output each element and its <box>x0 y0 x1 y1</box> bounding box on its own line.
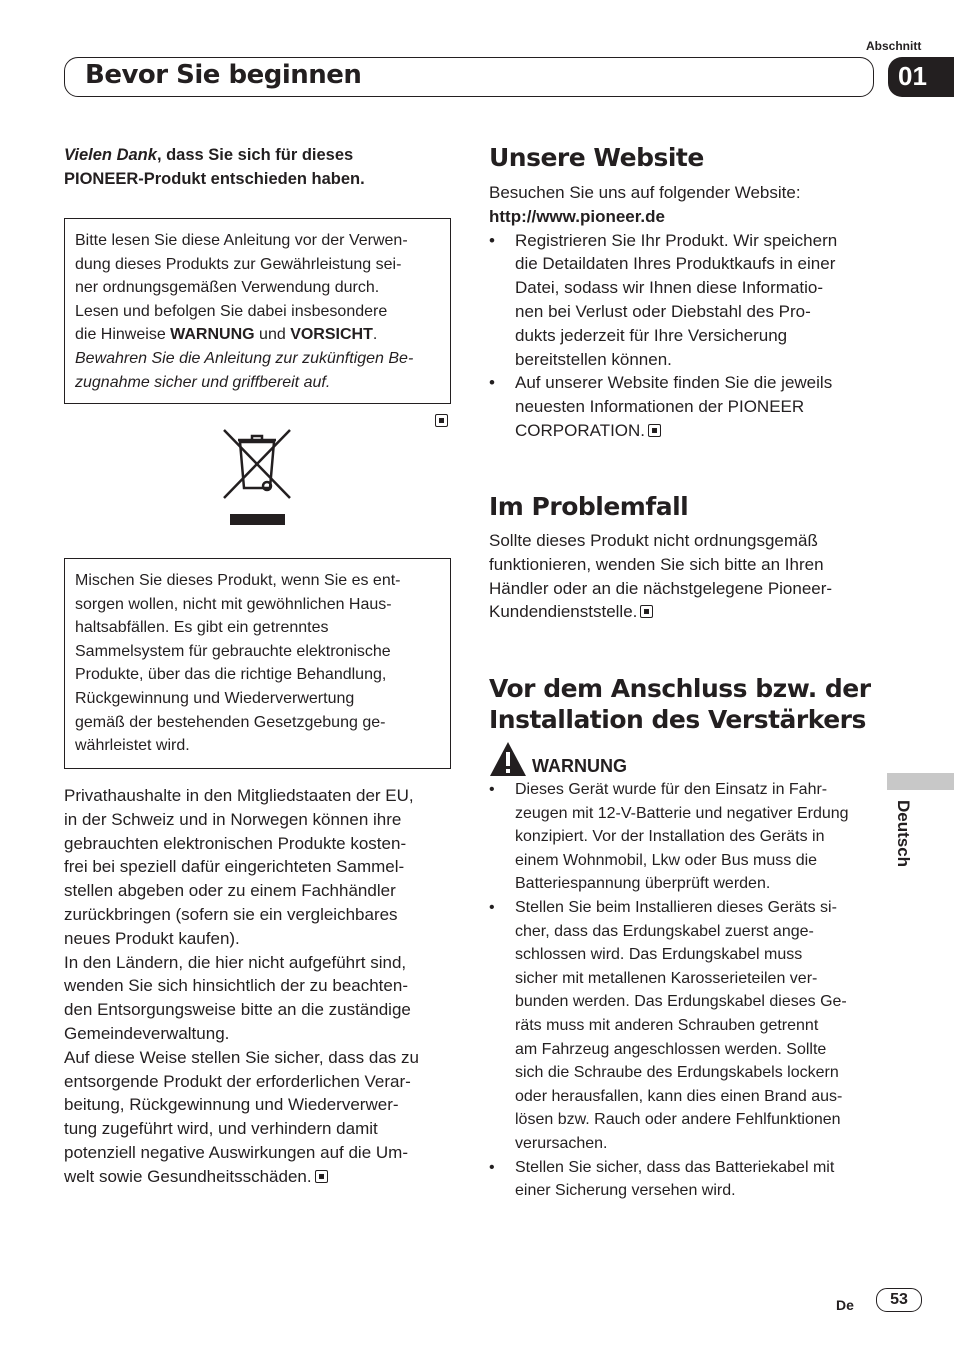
text-line: Händler oder an die nächstgelegene Pioneer- <box>489 578 833 598</box>
caution-term: VORSICHT <box>290 326 373 344</box>
note-text: . <box>372 326 378 344</box>
text-line: Mischen Sie dieses Produkt, wenn Sie es ent- <box>75 572 401 589</box>
text-line: Lesen und befolgen Sie dabei insbesondere <box>75 302 388 320</box>
language-tab-label: Deutsch <box>894 800 913 868</box>
text-line: welt sowie Gesundheitsschäden. <box>64 1165 419 1189</box>
text-line: Datei, sodass wir Ihnen diese Informatio- <box>515 278 824 298</box>
text-line: am Fahrzeug angeschlossen werden. Sollte <box>515 1040 827 1058</box>
chapter-number: 01 <box>898 61 927 91</box>
footer-lang-code: De <box>836 1297 854 1313</box>
text-line: haltsabfällen. Es gibt ein getrenntes <box>75 619 329 637</box>
text-line: einem Wohnmobil, Lkw oder Bus muss die <box>515 851 818 869</box>
disposal-note-box <box>64 558 451 769</box>
text-line: funktionieren, wenden Sie sich bitte an Ihren <box>489 554 824 574</box>
bullet-item <box>489 371 837 442</box>
text-line: einer Sicherung versehen wird. <box>515 1182 736 1200</box>
text-line: beitung, Rückgewinnung und Wiederverwer- <box>64 1095 399 1115</box>
weee-crossed-bin-icon <box>222 428 294 528</box>
text-line: den Entsorgungsweise bitte an die zuständige <box>64 1000 411 1020</box>
text-line: zugnahme sicher und griffbereit auf. <box>75 373 331 391</box>
text-line: Batteriespannung überprüft werden. <box>515 875 771 893</box>
note-text: und <box>254 326 291 344</box>
text-line: Sammelsystem für gebrauchte elektronische <box>75 642 391 660</box>
end-mark-icon <box>315 1170 328 1183</box>
text-line: entsorgende Produkt der erforderlichen Verar- <box>64 1071 411 1091</box>
text-line: die Detaildaten Ihres Produktkaufs in einer <box>515 254 836 274</box>
website-section <box>489 181 837 443</box>
text-line: wenden Sie sich hinsichtlich der zu beachten- <box>64 976 408 996</box>
text-line: Produkte, über das die richtige Behandlung, <box>75 666 387 684</box>
disposal-note-text <box>75 569 401 758</box>
text-line: sicher mit metallenen Karosserieteilen ver- <box>515 969 818 987</box>
text-line: konzipiert. Vor der Installation des Geräts in <box>515 828 825 846</box>
bullet-item <box>489 778 849 896</box>
warning-term: WARNUNG <box>170 326 255 344</box>
text-line: • Stellen Sie sicher, dass das Batteriekabel mit <box>515 1158 835 1176</box>
text-line: bereitstellen können. <box>515 349 672 369</box>
text-line: verursachen. <box>515 1134 608 1152</box>
text-line: Privathaushalte in den Mitgliedstaaten der EU, <box>64 786 414 805</box>
warning-label: WARNUNG <box>532 756 627 776</box>
text-line: gemäß der bestehenden Gesetzgebung ge- <box>75 713 386 731</box>
instruction-note-box <box>64 218 451 404</box>
page-number: 53 <box>876 1288 922 1312</box>
text-line: potenziell negative Auswirkungen auf die Um- <box>64 1142 408 1162</box>
text-line: sorgen wollen, nicht mit gewöhnlichen Haus- <box>75 595 392 613</box>
end-mark-icon <box>648 424 661 437</box>
text-line: Rückgewinnung und Wiederverwertung <box>75 689 355 707</box>
text-line: nen bei Verlust oder Diebstahl des Pro- <box>515 301 811 321</box>
text-line: Auf diese Weise stellen Sie sicher, dass das zu <box>64 1047 419 1067</box>
bullet-item <box>489 229 837 372</box>
end-mark-icon <box>640 605 653 618</box>
note-text: die Hinweise <box>75 326 171 344</box>
warning-list <box>489 778 849 1203</box>
chapter-title-box <box>64 57 874 97</box>
text-line: cher, dass das Erdungskabel zuerst ange- <box>515 922 814 940</box>
text-line: lösen bzw. Rauch oder andere Fehlfunktionen <box>515 1111 841 1129</box>
intro-text <box>64 143 365 191</box>
text-line: bunden werden. Das Erdungskabel dieses Ge- <box>515 993 847 1011</box>
text-line: in der Schweiz und in Norwegen können ihre <box>64 809 402 829</box>
text-line: • Auf unserer Website finden Sie die jeweils <box>515 373 833 393</box>
text-line: oder herausfallen, kann dies einen Brand aus- <box>515 1087 843 1105</box>
text-line: Sollte dieses Produkt nicht ordnungsgemäß <box>489 531 818 550</box>
text-line: Kundendienststelle. <box>489 600 832 624</box>
text-line: räts muss mit anderen Schrauben getrennt <box>515 1016 819 1034</box>
install-heading <box>489 673 871 735</box>
text-line: tung zugeführt wird, und verhindern damit <box>64 1119 378 1139</box>
text-line: gebrauchten elektronischen Produkte kosten- <box>64 833 407 853</box>
text-line: neues Produkt kaufen). <box>64 928 240 948</box>
end-mark-icon <box>435 414 448 427</box>
text-line: zurückbringen (sofern sie ein vergleichbares <box>64 904 398 924</box>
text-line: dung dieses Produkts zur Gewährleistung sei- <box>75 255 402 273</box>
intro-line1: , dass Sie sich für dieses <box>156 146 354 164</box>
text-line: zeugen mit 12-V-Batterie und negativer Erdung <box>515 804 849 822</box>
text-line: Bewahren Sie die Anleitung zur zukünftigen Be- <box>75 349 414 367</box>
website-heading: Unsere Website <box>489 143 704 172</box>
bullet-item <box>489 896 849 1156</box>
text-line: ner ordnungsgemäßen Verwendung durch. <box>75 279 380 297</box>
text-line: Vor dem Anschluss bzw. der <box>489 674 871 703</box>
text-line: Installation des Verstärkers <box>489 705 866 734</box>
section-label: Abschnitt <box>866 39 922 53</box>
problem-heading: Im Problemfall <box>489 492 689 521</box>
text-line: neuesten Informationen der PIONEER <box>515 397 805 417</box>
note-line <box>75 323 413 347</box>
chapter-title: Bevor Sie beginnen <box>85 60 362 90</box>
language-tab <box>887 773 954 790</box>
text-line: währleistet wird. <box>75 737 190 755</box>
bullet-item <box>489 1156 849 1203</box>
text-line: frei bei speziell dafür eingerichteten Sammel- <box>64 857 405 877</box>
intro-italic: Vielen Dank <box>64 146 157 164</box>
text-line: • Dieses Gerät wurde für den Einsatz in Fahr- <box>515 781 828 798</box>
instruction-note-text <box>75 229 413 394</box>
text-line: Gemeindeverwaltung. <box>64 1023 230 1043</box>
problem-text <box>489 529 832 624</box>
intro-line2: PIONEER-Produkt entschieden haben. <box>64 170 365 188</box>
text-line: Bitte lesen Sie diese Anleitung vor der Verwen- <box>75 232 408 249</box>
text-line: dukts jederzeit für Ihre Versicherung <box>515 325 788 345</box>
text-line: CORPORATION. <box>515 419 837 443</box>
text-line: In den Ländern, die hier nicht aufgeführt sind, <box>64 952 407 972</box>
text-line: sich die Schraube des Erdungskabels lockern <box>515 1064 839 1082</box>
chapter-number-badge <box>888 57 954 97</box>
warning-triangle-icon <box>489 741 527 777</box>
text-line: stellen abgeben oder zu einem Fachhändler <box>64 881 396 901</box>
website-intro: Besuchen Sie uns auf folgender Website: <box>489 183 801 202</box>
website-url-link[interactable]: http://www.pioneer.de <box>489 206 665 226</box>
text-line: schlossen wird. Das Erdungskabel muss <box>515 946 803 964</box>
text-line: • Registrieren Sie Ihr Produkt. Wir speichern <box>515 230 838 250</box>
text-line: • Stellen Sie beim Installieren dieses Geräts si- <box>515 898 837 916</box>
disposal-paragraph <box>64 784 419 1189</box>
